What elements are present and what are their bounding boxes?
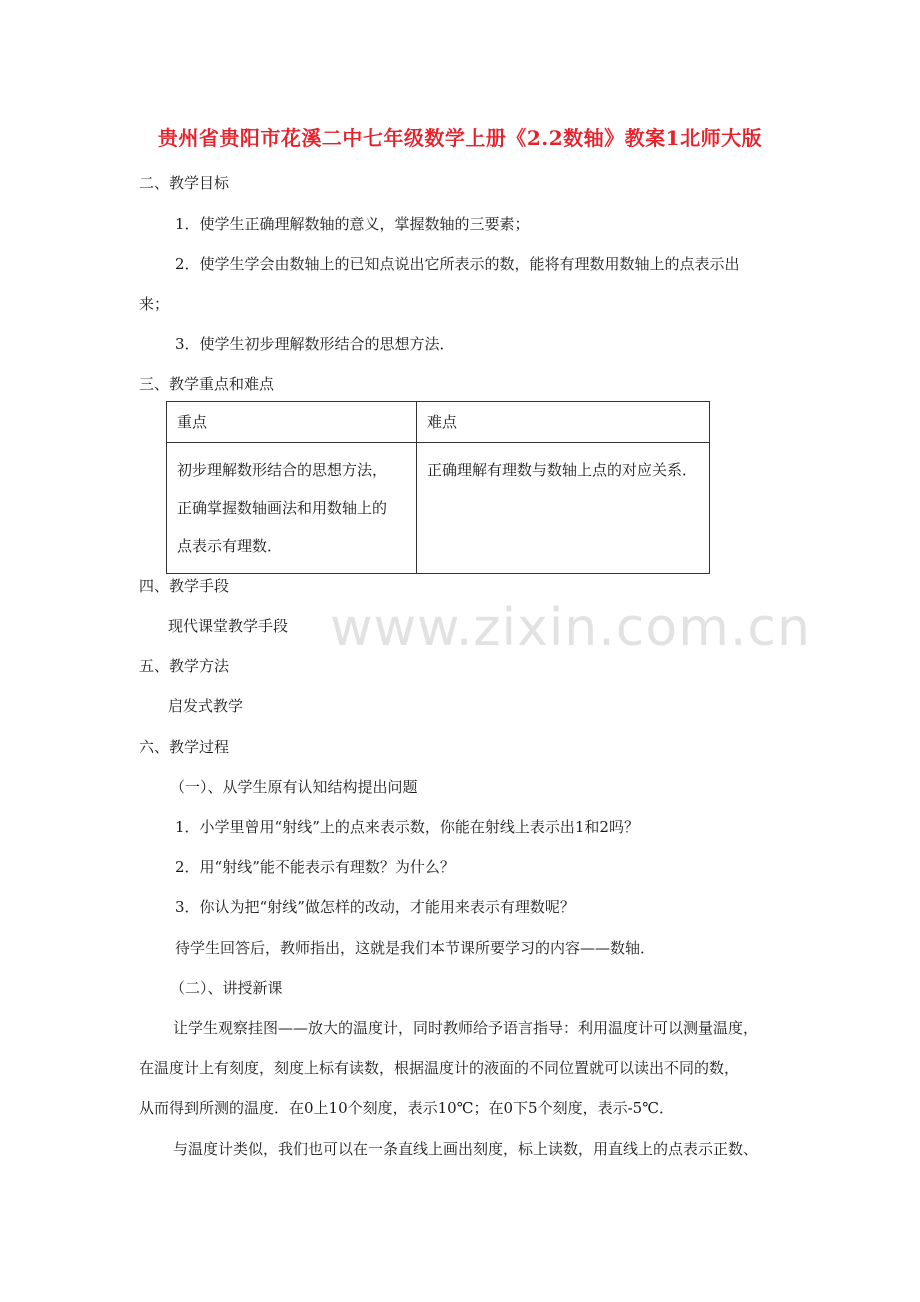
- difficulty-text: 正确理解有理数与数轴上点的对应关系．: [427, 461, 698, 479]
- objective-item-1: 1．使学生正确理解数轴的意义，掌握数轴的三要素；: [175, 215, 530, 233]
- key-point-line-2: 正确掌握数轴画法和用数轴上的: [177, 499, 388, 517]
- table-cell-key-point: [167, 443, 417, 574]
- question-1: 1．小学里曾用“射线”上的点来表示数，你能在射线上表示出1和2吗？: [175, 818, 639, 836]
- watermark: www.zixin.com.cn: [330, 598, 811, 658]
- paragraph-1-line-3: 从而得到所测的温度．在0上10个刻度，表示10℃；在0下5个刻度，表示-5℃．: [139, 1099, 674, 1117]
- document-title: 贵州省贵阳市花溪二中七年级数学上册《2.2数轴》教案1北师大版: [157, 126, 763, 150]
- section-heading-methods: 五、教学方法: [139, 657, 230, 675]
- paragraph-1-line-1: 让学生观察挂图——放大的温度计，同时教师给予语言指导：利用温度计可以测量温度，: [173, 1019, 759, 1037]
- table-header-key-point: 重点: [167, 402, 417, 443]
- question-3: 3．你认为把“射线”做怎样的改动，才能用来表示有理数呢？: [175, 898, 575, 916]
- table-header-row: [167, 402, 710, 443]
- table-cell-difficulty: [417, 443, 710, 574]
- table-header-difficulty: 难点: [417, 402, 710, 443]
- objective-item-2: 2．使学生学会由数轴上的已知点说出它所表示的数，能将有理数用数轴上的点表示出: [175, 255, 740, 273]
- table-row: [167, 443, 710, 574]
- objective-item-2-continued: 来；: [139, 295, 170, 313]
- methods-text: 启发式教学: [168, 697, 244, 715]
- process-part-1-heading: （一）、从学生原有认知结构提出问题: [170, 778, 418, 796]
- means-text: 现代课堂教学手段: [168, 617, 289, 635]
- paragraph-2-line-1: 与温度计类似，我们也可以在一条直线上画出刻度，标上读数，用直线上的点表示正数、: [173, 1140, 759, 1158]
- process-part-2-heading: （二）、讲授新课: [170, 979, 283, 997]
- section-heading-objectives: 二、教学目标: [139, 174, 230, 192]
- summary-paragraph: 待学生回答后，教师指出，这就是我们本节课所要学习的内容——数轴．: [175, 939, 656, 957]
- paragraph-1-line-2: 在温度计上有刻度，刻度上标有读数，根据温度计的液面的不同位置就可以读出不同的数，: [139, 1059, 740, 1077]
- objective-item-3: 3．使学生初步理解数形结合的思想方法．: [175, 335, 455, 353]
- key-point-line-3: 点表示有理数．: [177, 537, 283, 555]
- section-heading-key-points: 三、教学重点和难点: [139, 375, 275, 393]
- section-heading-means: 四、教学手段: [139, 577, 230, 595]
- key-point-line-1: 初步理解数形结合的思想方法，: [177, 461, 388, 479]
- question-2: 2．用“射线”能不能表示有理数？为什么？: [175, 858, 455, 876]
- key-points-table: [166, 401, 710, 574]
- section-heading-process: 六、教学过程: [139, 738, 230, 756]
